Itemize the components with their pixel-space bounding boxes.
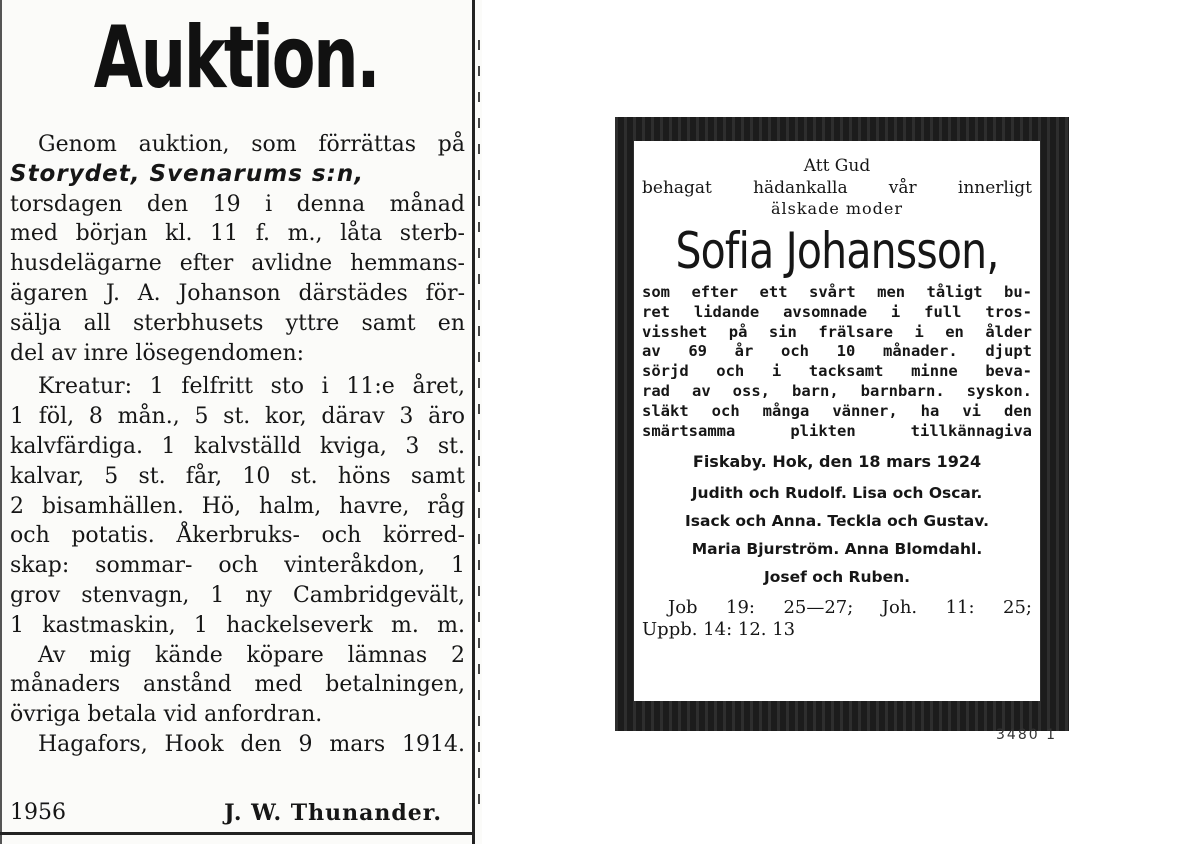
auction-clipping: [0, 0, 482, 844]
auction-title: Auktion.: [93, 8, 379, 108]
auction-line: månaders anstånd med betalningen,: [10, 672, 465, 698]
auction-line: Av mig kände köpare lämnas 2: [38, 642, 465, 668]
auction-line: Kreatur: 1 felfritt sto i 11:e året,: [38, 374, 465, 400]
clipping-left-rule: [0, 0, 2, 844]
obituary-intro: behagat hädankalla vår innerligt: [642, 178, 1032, 198]
auction-line: del av inre lösegendomen:: [10, 340, 305, 366]
auction-line: 1 föl, 8 mån., 5 st. kor, därav 3 äro: [10, 404, 465, 430]
auction-line: och potatis. Åkerbruks- och körred-: [10, 523, 465, 549]
auction-line: med början kl. 11 f. m., låta sterb-: [10, 221, 465, 247]
auction-body: [10, 130, 465, 760]
auction-line: skap: sommar- och vinteråkdon, 1: [10, 553, 465, 579]
obituary-line: av 69 år och 10 månader. djupt: [642, 342, 1032, 361]
obituary-intro: älskade moder: [770, 199, 904, 218]
auction-line: övriga betala vid anfordran.: [10, 702, 323, 728]
auction-dateline: Hagafors, Hook den 9 mars 1914.: [38, 731, 465, 757]
auction-line: kalvfärdiga. 1 kalvställd kviga, 3 st.: [10, 433, 465, 459]
auction-line: 1 kastmaskin, 1 hackelseverk m. m.: [10, 612, 465, 638]
auction-line: torsdagen den 19 i denna månad: [10, 191, 465, 217]
obituary-line: rad av oss, barn, barnbarn. syskon.: [642, 381, 1032, 400]
obituary-dateline: Fiskaby. Hok, den 18 mars 1924: [692, 452, 982, 472]
obituary-line: ret lidande avsomnade i full tros-: [642, 302, 1032, 321]
mourners-line: Josef och Ruben.: [763, 568, 911, 587]
obituary-line: som efter ett svårt men tåligt bu-: [642, 283, 1032, 301]
verse-line: Job 19: 25—27; Joh. 11: 25;: [668, 597, 1032, 619]
auction-line: 2 bisamhällen. Hö, halm, havre, råg: [10, 493, 465, 519]
ad-number: 1956: [10, 800, 66, 825]
auction-footer: [10, 800, 450, 830]
auction-signature: J. W. Thunander.: [224, 800, 442, 826]
auction-line: husdelägarne efter avlidne hemmans-: [10, 251, 465, 277]
mourners-line: Maria Bjurström. Anna Blomdahl.: [691, 540, 983, 559]
column-rule: [472, 0, 475, 844]
archive-number: 3480 1: [996, 727, 1057, 743]
obituary-line: smärtsamma plikten tillkännagiva: [642, 421, 1032, 440]
obituary-content: [634, 141, 1040, 701]
bible-verses: [642, 597, 1032, 641]
auction-line: ägaren J. A. Johanson därstädes för-: [10, 280, 465, 306]
obituary-line: visshet på sin frälsare i en ålder: [642, 322, 1032, 341]
obituary-body: [642, 283, 1032, 441]
auction-line: grov stenvagn, 1 ny Cambridgevält,: [10, 582, 465, 608]
mourners-list: [642, 479, 1032, 591]
auction-place: Storydet, Svenarums s:n,: [10, 160, 364, 187]
auction-line: kalvar, 5 st. får, 10 st. höns samt: [10, 463, 465, 489]
obituary-line: sörjd och i tacksamt minne beva-: [642, 362, 1032, 381]
cut-line: [478, 40, 480, 820]
verse-line: Uppb. 14: 12. 13: [642, 619, 796, 641]
obituary-line: släkt och många vänner, ha vi den: [642, 401, 1032, 420]
obituary-intro: Att Gud: [803, 156, 871, 176]
auction-line: Genom auktion, som förrättas på: [38, 132, 465, 157]
auction-line: sälja all sterbhusets yttre samt en: [10, 310, 465, 336]
mourners-line: Judith och Rudolf. Lisa och Oscar.: [691, 484, 983, 503]
obituary-name: Sofia Johansson,: [675, 222, 999, 280]
obituary-frame: [615, 117, 1069, 731]
mourners-line: Isack och Anna. Teckla och Gustav.: [685, 512, 989, 531]
clipping-bottom-rule: [0, 832, 472, 835]
